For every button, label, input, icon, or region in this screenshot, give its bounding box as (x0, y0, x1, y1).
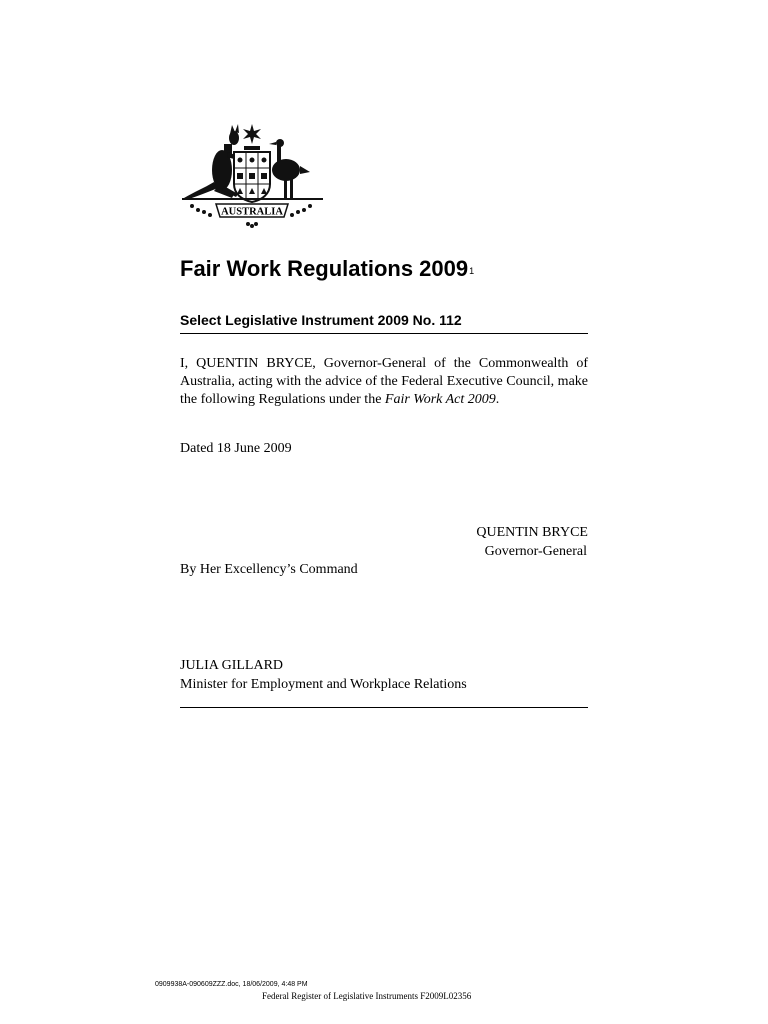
document-title: Fair Work Regulations 2009$^1$ (180, 256, 475, 281)
instrument-number: Select Legislative Instrument 2009 No. 112 (180, 312, 462, 328)
signer-name: QUENTIN BRYCE (476, 525, 588, 540)
file-reference: 0909938A-090609ZZZ.doc, 18/06/2009, 4:48 PM (155, 981, 308, 988)
crest-banner-text: AUSTRALIA (221, 206, 283, 218)
banner-scroll (216, 204, 288, 218)
title-footnote-marker: 1 (469, 266, 475, 276)
minister-title: Minister for Employment and Workplace Relations (180, 677, 467, 692)
top-divider (180, 333, 588, 334)
star-icon (243, 124, 261, 144)
act-name: Fair Work Act 2009 (384, 392, 496, 407)
shield-icon (234, 152, 270, 202)
emu-icon (269, 139, 310, 198)
register-reference: Federal Register of Legislative Instruments F2009L02356 (262, 991, 472, 1001)
coat-of-arms-icon (180, 120, 325, 230)
command-line: By Her Excellency’s Command (180, 562, 358, 577)
bottom-divider (180, 707, 588, 708)
enacting-paragraph: I, QUENTIN BRYCE, Governor-General of the Commonwealth of Australia, acting with the advice of the Federal Executive Council, make the following Regulations under the Fair Work Act 2009. (180, 356, 588, 407)
date-line: Dated 18 June 2009 (180, 441, 292, 456)
minister-name: JULIA GILLARD (180, 658, 284, 673)
signer-title: Governor-General (484, 544, 587, 559)
